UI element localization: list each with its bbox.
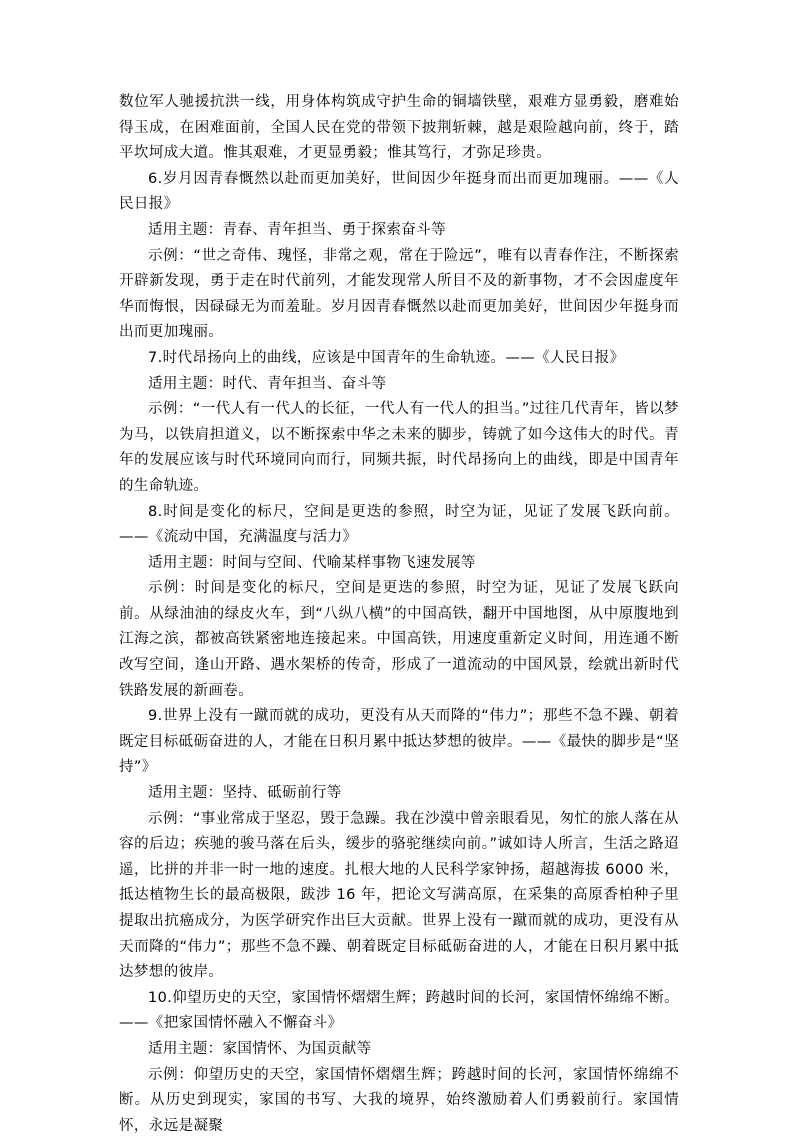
theme-10: 适用主题：家国情怀、为国贡献等 (148, 1040, 372, 1057)
theme-7: 适用主题：时代、青年担当、奋斗等 (148, 375, 387, 392)
theme-8: 适用主题：时间与空间、代喻某样事物飞速发展等 (148, 554, 476, 571)
quote-9: 9.世界上没有一蹴而就的成功，更没有从天而降的“伟力”；那些不急不躁、朝着既定目标砥砺奋进的人，才能在日积月累中抵达梦想的彼岸。——《最快的脚步是“坚持”》 (119, 708, 679, 776)
document-page (119, 90, 679, 1139)
theme-6: 适用主题：青春、青年担当、勇于探索奋斗等 (148, 221, 446, 238)
paragraph-continuation: 数位军人驰援抗洪一线，用身体构筑成守护生命的铜墙铁壁，艰难方显勇毅，磨难始得玉成，在困难面前，全国人民在党的带领下披荆斩棘，越是艰险越向前，终于，踏平坎坷成大道。惟其艰难，才更显勇毅；惟其笃行，才弥足珍贵。 (119, 94, 679, 162)
quote-10: 10.仰望历史的天空，家国情怀熠熠生辉；跨越时间的长河，家国情怀绵绵不断。——《把家国情怀融入不懈奋斗》 (119, 989, 679, 1032)
example-7: 示例：“一代人有一代人的长征，一代人有一代人的担当。”过往几代青年，皆以梦为马，以铁肩担道义，以不断探索中华之未来的脚步，铸就了如今这伟大的时代。青年的发展应该与时代环境同向而行，同频共振，时代昂扬向上的曲线，即是中国青年的生命轨迹。 (119, 401, 679, 494)
quote-6: 6.岁月因青春慨然以赴而更加美好，世间因少年挺身而出而更加瑰丽。——《人民日报》 (119, 170, 679, 213)
theme-9: 适用主题：坚持、砥砺前行等 (148, 785, 342, 802)
example-10: 示例：仰望历史的天空，家国情怀熠熠生辉；跨越时间的长河，家国情怀绵绵不断。从历史到现实，家国的书写、大我的境界，始终激励着人们勇毅前行。家国情怀，永远是凝聚 (119, 1066, 679, 1134)
quote-7: 7.时代昂扬向上的曲线，应该是中国青年的生命轨迹。——《人民日报》 (148, 349, 625, 366)
example-8: 示例：时间是变化的标尺，空间是更迭的参照，时空为证，见证了发展飞跃向前。从绿油油的绿皮火车，到“八纵八横”的中国高铁，翻开中国地图，从中原腹地到江海之滨，都被高铁紧密地连接起来。中国高铁，用速度重新定义时间，用连通不断改写空间，逢山开路、遇水架桥的传奇，形成了一道流动的中国风景，绘就出新时代铁路发展的新画卷。 (119, 580, 679, 699)
quote-8: 8.时间是变化的标尺，空间是更迭的参照，时空为证，见证了发展飞跃向前。——《流动中国，充满温度与活力》 (119, 503, 679, 546)
example-6: 示例：“世之奇伟、瑰怪，非常之观，常在于险远”，唯有以青春作注，不断探索开辟新发现，勇于走在时代前列，才能发现常人所目不及的新事物，才不会因虚度年华而悔恨，因碌碌无为而羞耻。岁月因青春慨然以赴而更加美好，世间因少年挺身而出而更加瑰丽。 (119, 247, 679, 341)
example-9: 示例：“事业常成于坚忍，毁于急躁。我在沙漠中曾亲眼看见，匆忙的旅人落在从容的后边；疾驰的骏马落在后头，缓步的骆驼继续向前。”诚如诗人所言，生活之路迢遥，比拼的并非一时一地的速度。扎根大地的人民科学家钟扬，超越海拔 6000 米，抵达植物生长的最高极限，跋涉 16 年，把论文写满高原，在采集的高原香柏种子里提取出抗癌成分，为医学研究作出巨大贡献。世界上没有一蹴而就的成功，更没有从天而降的“伟力”；那些不急不躁、朝着既定目标砥砺奋进的人，才能在日积月累中抵达梦想的彼岸。 (119, 810, 679, 981)
